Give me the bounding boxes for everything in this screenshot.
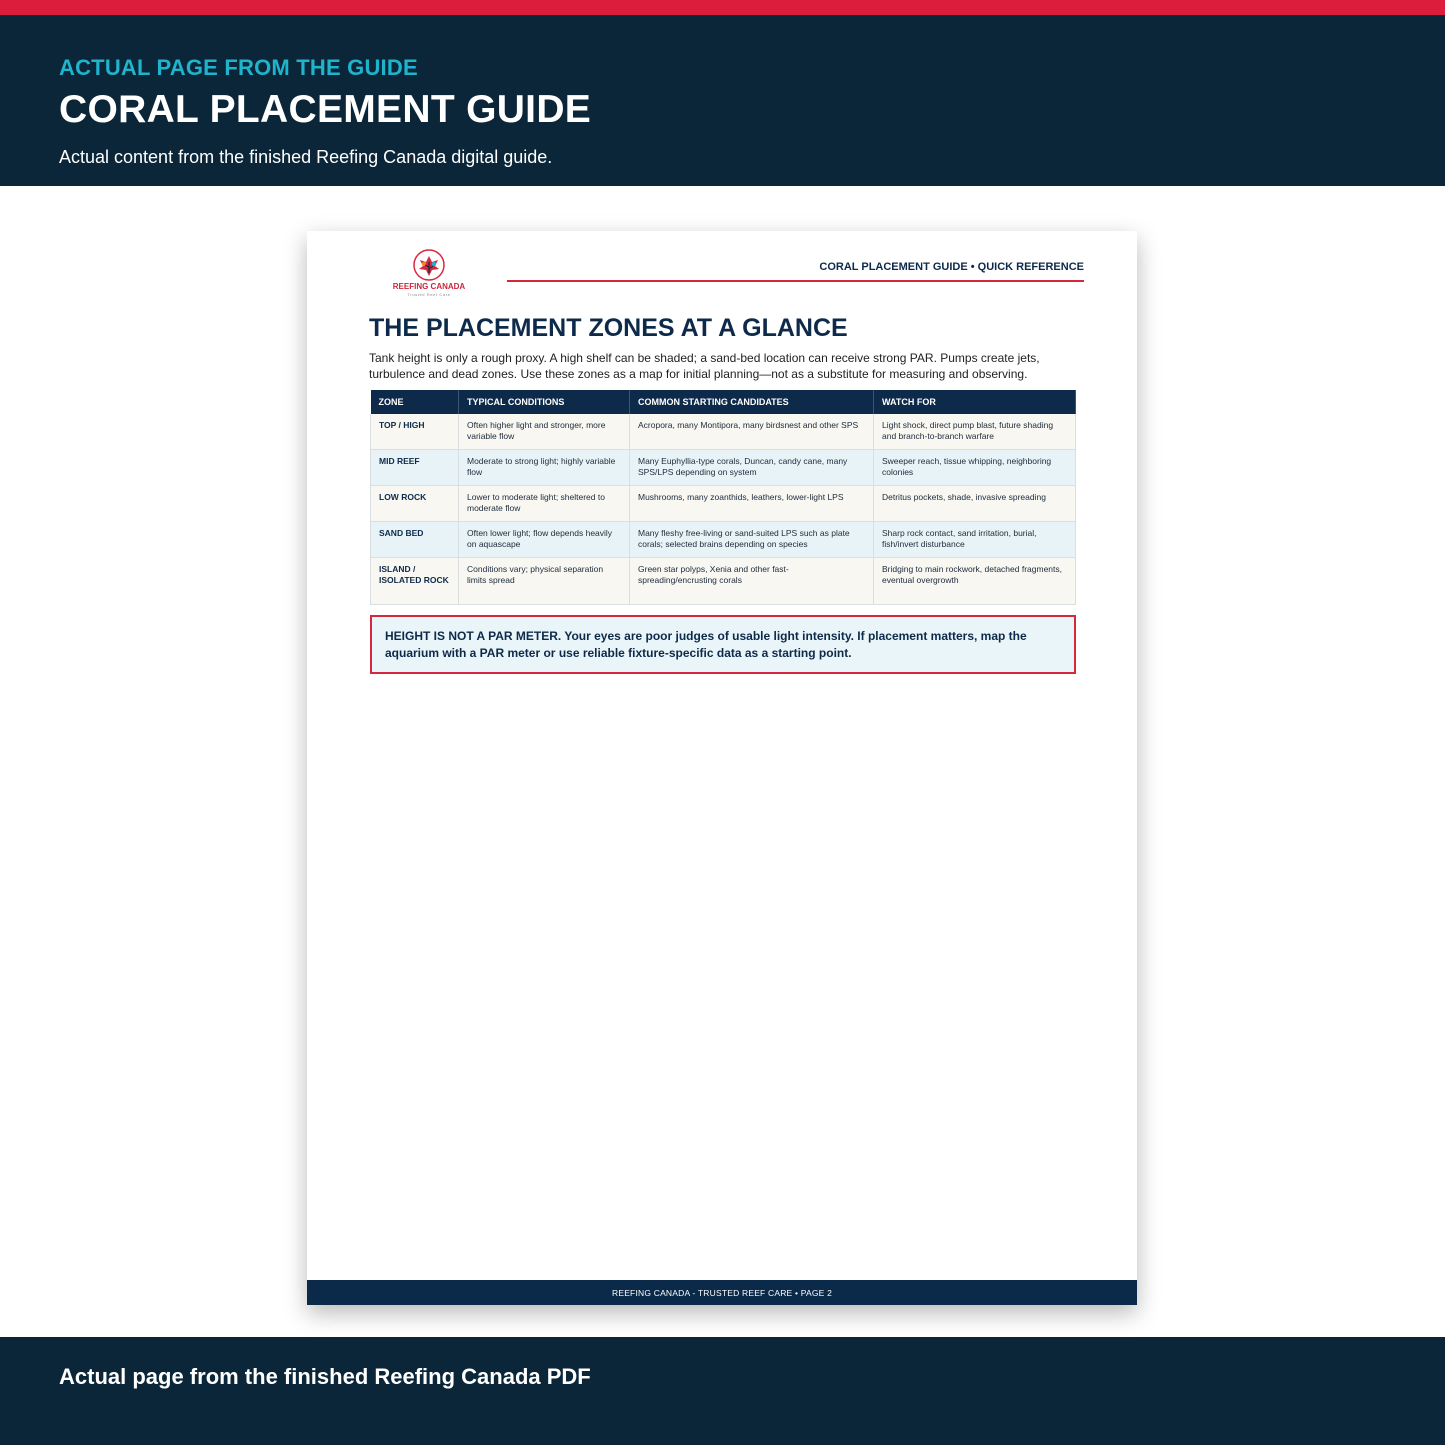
candidates-cell: Green star polyps, Xenia and other fast-spreading/encrusting corals bbox=[630, 558, 874, 605]
zone-cell: SAND BED bbox=[371, 522, 459, 558]
watch-cell: Sharp rock contact, sand irritation, burial, fish/invert disturbance bbox=[874, 522, 1076, 558]
zone-cell: TOP / HIGH bbox=[371, 414, 459, 450]
conditions-cell: Often lower light; flow depends heavily on aquascape bbox=[459, 522, 630, 558]
watch-cell: Sweeper reach, tissue whipping, neighboring colonies bbox=[874, 450, 1076, 486]
watch-cell: Light shock, direct pump blast, future shading and branch-to-branch warfare bbox=[874, 414, 1076, 450]
footer-text: REEFING CANADA - TRUSTED REEF CARE • PAGE 2 bbox=[611, 1288, 833, 1298]
document-page bbox=[307, 231, 1137, 1305]
banner-title: CORAL PLACEMENT GUIDE bbox=[59, 88, 592, 131]
bottom-caption: Actual page from the finished Reefing Canada PDF bbox=[59, 1364, 591, 1389]
top-accent-strip bbox=[0, 0, 1445, 15]
bottom-banner bbox=[0, 1337, 1445, 1445]
conditions-cell: Lower to moderate light; sheltered to moderate flow bbox=[459, 486, 630, 522]
table-row bbox=[371, 414, 1076, 450]
candidates-cell: Many Euphyllia-type corals, Duncan, candy cane, many SPS/LPS depending on system bbox=[630, 450, 874, 486]
banner-subtitle: Actual content from the finished Reefing Canada digital guide. bbox=[59, 147, 553, 167]
candidates-cell: Mushrooms, many zoanthids, leathers, lower-light LPS bbox=[630, 486, 874, 522]
logo-wordmark: REEFING CANADA bbox=[392, 282, 466, 291]
intro-paragraph: Tank height is only a rough proxy. A high shelf can be shaded; a sand-bed location can receive strong PAR. Pumps create jets, turbulence and dead zones. Use these zones as a map for initial planning—not as a substitute for measuring and observing. bbox=[369, 351, 1040, 381]
table-row bbox=[371, 486, 1076, 522]
page-footer bbox=[307, 1280, 1137, 1305]
running-head: CORAL PLACEMENT GUIDE • QUICK REFERENCE bbox=[819, 261, 1084, 273]
coral-leaf-icon bbox=[391, 247, 467, 283]
reefing-canada-logo bbox=[391, 247, 467, 297]
conditions-cell: Moderate to strong light; highly variable flow bbox=[459, 450, 630, 486]
table-row bbox=[371, 558, 1076, 605]
watch-cell: Detritus pockets, shade, invasive spreading bbox=[874, 486, 1076, 522]
watch-cell: Bridging to main rockwork, detached fragments, eventual overgrowth bbox=[874, 558, 1076, 605]
header-zone: ZONE bbox=[371, 390, 459, 414]
zones-table bbox=[370, 390, 1076, 605]
zone-cell: MID REEF bbox=[371, 450, 459, 486]
candidates-cell: Acropora, many Montipora, many birdsnest and other SPS bbox=[630, 414, 874, 450]
logo-tagline: Trusted Reef Care bbox=[407, 292, 451, 297]
conditions-cell: Often higher light and stronger, more variable flow bbox=[459, 414, 630, 450]
conditions-cell: Conditions vary; physical separation limits spread bbox=[459, 558, 630, 605]
table-row bbox=[371, 450, 1076, 486]
header-typical-conditions: TYPICAL CONDITIONS bbox=[459, 390, 630, 414]
header-banner bbox=[0, 15, 1445, 186]
callout-text: HEIGHT IS NOT A PAR METER. Your eyes are poor judges of usable light intensity. If placement matters, map the aquarium with a PAR meter or use reliable fixture-specific data as a starting point. bbox=[385, 628, 1027, 660]
header-rule bbox=[507, 280, 1084, 282]
candidates-cell: Many fleshy free-living or sand-suited LPS such as plate corals; selected brains depending on species bbox=[630, 522, 874, 558]
page-title: THE PLACEMENT ZONES AT A GLANCE bbox=[369, 314, 848, 342]
table-row bbox=[371, 522, 1076, 558]
header-starting-candidates: COMMON STARTING CANDIDATES bbox=[630, 390, 874, 414]
header-watch-for: WATCH FOR bbox=[874, 390, 1076, 414]
zone-cell: ISLAND / ISOLATED ROCK bbox=[371, 558, 459, 605]
zone-cell: LOW ROCK bbox=[371, 486, 459, 522]
banner-kicker: ACTUAL PAGE FROM THE GUIDE bbox=[59, 55, 418, 80]
par-meter-callout bbox=[370, 615, 1076, 674]
table-header-row bbox=[371, 390, 1076, 414]
